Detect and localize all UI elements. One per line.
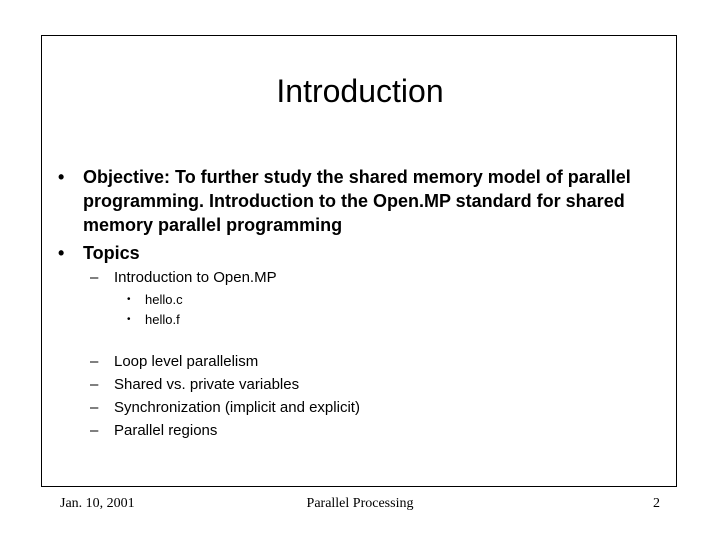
topic-text: Parallel regions	[114, 422, 218, 439]
footer-page-number: 2	[653, 496, 660, 511]
dash-marker: –	[90, 422, 99, 439]
topic-text: Shared vs. private variables	[114, 376, 300, 393]
topic-text: Introduction to Open.MP	[114, 269, 277, 286]
file-text: hello.f	[145, 312, 180, 327]
topic-text: Synchronization (implicit and explicit)	[114, 399, 360, 416]
footer-course: Parallel Processing	[306, 496, 414, 511]
bullet-mark: •	[58, 167, 65, 187]
bullet-mark: •	[58, 243, 65, 263]
dash-marker: –	[90, 399, 99, 416]
footer-date: Jan. 10, 2001	[60, 496, 135, 511]
file-text: hello.c	[145, 292, 183, 307]
dot-marker: •	[127, 294, 131, 305]
dash-marker: –	[90, 353, 99, 370]
dot-marker: •	[127, 314, 131, 325]
bullet-topics-text: Topics	[83, 243, 140, 263]
topic-text: Loop level parallelism	[114, 353, 259, 370]
slide-title: Introduction	[276, 73, 444, 109]
dash-marker: –	[90, 269, 99, 286]
bullet-objective-text: Objective: To further study the shared memory model of parallel programming. Introduction to the Open.MP standard for shared memory parallel programming	[83, 167, 631, 235]
dash-marker: –	[90, 376, 99, 393]
